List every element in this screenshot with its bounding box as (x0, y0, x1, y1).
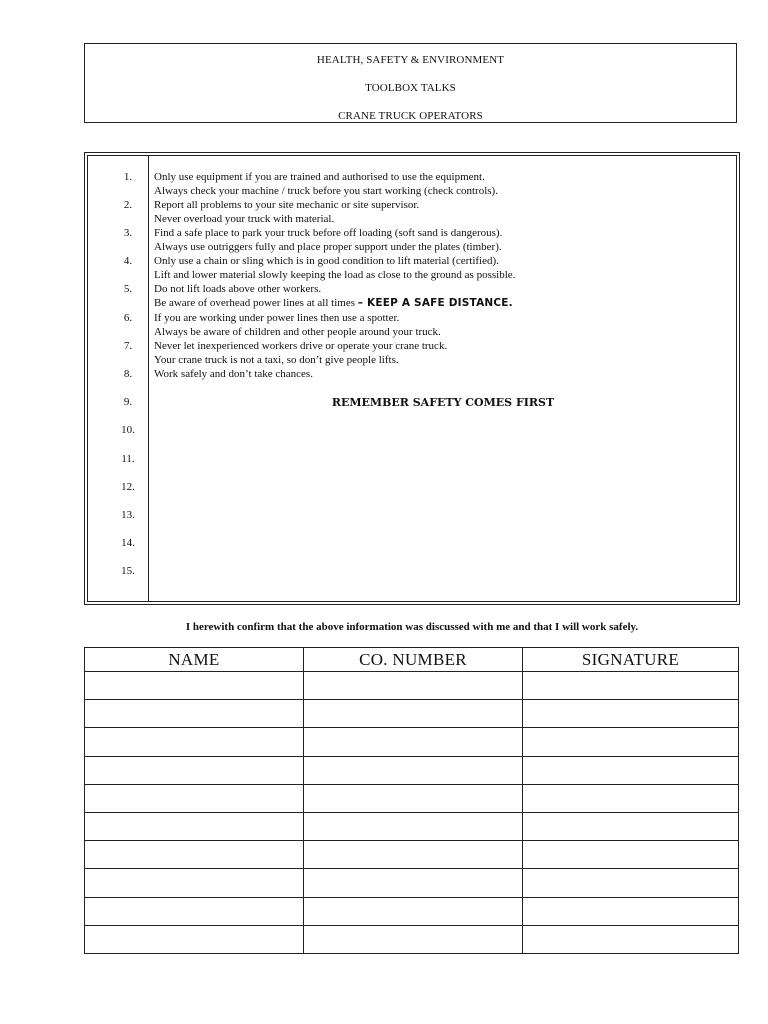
safety-line: Always use outriggers fully and place proper support under the plates (timber). (154, 241, 502, 253)
table-row (85, 869, 739, 897)
item-number: 7. (123, 340, 133, 352)
co-number-cell[interactable] (304, 672, 523, 700)
item-number: 3. (123, 227, 133, 239)
items-box (84, 152, 740, 605)
header-title: HEALTH, SAFETY & ENVIRONMENT (316, 54, 505, 66)
items-inner (87, 155, 737, 602)
safety-line: Do not lift loads above other workers. (154, 283, 322, 295)
safety-line: Work safely and don’t take chances. (154, 368, 313, 380)
co-number-cell[interactable] (304, 756, 523, 784)
table-row (85, 728, 739, 756)
signature-cell[interactable] (523, 897, 739, 925)
safety-line: Never overload your truck with material. (154, 213, 335, 225)
safety-line: Your crane truck is not a taxi, so don’t give people lifts. (154, 354, 399, 366)
signature-cell[interactable] (523, 869, 739, 897)
item-number: 13. (121, 509, 135, 521)
co-number-cell[interactable] (304, 784, 523, 812)
signature-cell[interactable] (523, 812, 739, 840)
item-number: 5. (123, 283, 133, 295)
name-cell[interactable] (85, 700, 304, 728)
item-number: 1. (123, 171, 133, 183)
table-row (85, 756, 739, 784)
safety-line: Report all problems to your site mechanic or site supervisor. (154, 199, 420, 211)
safety-line: Only use a chain or sling which is in good condition to lift material (certified). (154, 255, 499, 267)
table-row (85, 925, 739, 953)
signature-cell[interactable] (523, 756, 739, 784)
co-number-cell[interactable] (304, 897, 523, 925)
safety-line: Always be aware of children and other people around your truck. (154, 326, 441, 338)
co-number-cell[interactable] (304, 728, 523, 756)
table-row (85, 672, 739, 700)
column-header-name: NAME (85, 648, 304, 672)
item-number: 11. (121, 453, 135, 465)
header-subtitle: TOOLBOX TALKS (365, 82, 456, 94)
item-number: 15. (121, 565, 135, 577)
name-cell[interactable] (85, 756, 304, 784)
table-row (85, 897, 739, 925)
co-number-cell[interactable] (304, 841, 523, 869)
table-row (85, 784, 739, 812)
confirmation-statement: I herewith confirm that the above information was discussed with me and that I will work safely. (185, 621, 639, 633)
safety-line: Lift and lower material slowly keeping the load as close to the ground as possible. (154, 269, 516, 281)
keep-distance-emphasis: – KEEP A SAFE DISTANCE. (357, 297, 513, 309)
safety-line: Only use equipment if you are trained and authorised to use the equipment. (154, 171, 485, 183)
co-number-cell[interactable] (304, 812, 523, 840)
co-number-cell[interactable] (304, 925, 523, 953)
table-row (85, 812, 739, 840)
safety-line-power (154, 297, 513, 309)
item-number: 14. (121, 537, 135, 549)
safety-line: Never let inexperienced workers drive or operate your crane truck. (154, 340, 448, 352)
co-number-cell[interactable] (304, 700, 523, 728)
item-number: 8. (123, 368, 133, 380)
safety-line: If you are working under power lines then use a spotter. (154, 312, 400, 324)
table-row (85, 700, 739, 728)
co-number-cell[interactable] (304, 869, 523, 897)
signature-table (84, 647, 739, 954)
signature-cell[interactable] (523, 925, 739, 953)
remember-safety-banner: REMEMBER SAFETY COMES FIRST (331, 396, 555, 409)
name-cell[interactable] (85, 784, 304, 812)
signature-cell[interactable] (523, 728, 739, 756)
safety-line: Always check your machine / truck before you start working (check controls). (154, 185, 498, 197)
table-header-row (85, 648, 739, 672)
column-header-co-number: CO. NUMBER (304, 648, 523, 672)
safety-line: Find a safe place to park your truck before off loading (soft sand is dangerous). (154, 227, 503, 239)
header-box (84, 43, 737, 123)
item-number: 12. (121, 481, 135, 493)
name-cell[interactable] (85, 925, 304, 953)
item-number: 9. (123, 396, 133, 408)
item-number: 10. (121, 424, 135, 436)
name-cell[interactable] (85, 728, 304, 756)
header-topic: CRANE TRUCK OPERATORS (338, 110, 483, 122)
name-cell[interactable] (85, 672, 304, 700)
name-cell[interactable] (85, 841, 304, 869)
item-number: 2. (123, 199, 133, 211)
name-cell[interactable] (85, 897, 304, 925)
item-number: 6. (123, 312, 133, 324)
signature-cell[interactable] (523, 700, 739, 728)
signature-cell[interactable] (523, 841, 739, 869)
name-cell[interactable] (85, 812, 304, 840)
safety-line-text: Be aware of overhead power lines at all times (154, 297, 358, 309)
table-row (85, 841, 739, 869)
column-divider (148, 156, 149, 601)
item-number: 4. (123, 255, 133, 267)
column-header-signature: SIGNATURE (523, 648, 739, 672)
name-cell[interactable] (85, 869, 304, 897)
signature-cell[interactable] (523, 784, 739, 812)
signature-cell[interactable] (523, 672, 739, 700)
